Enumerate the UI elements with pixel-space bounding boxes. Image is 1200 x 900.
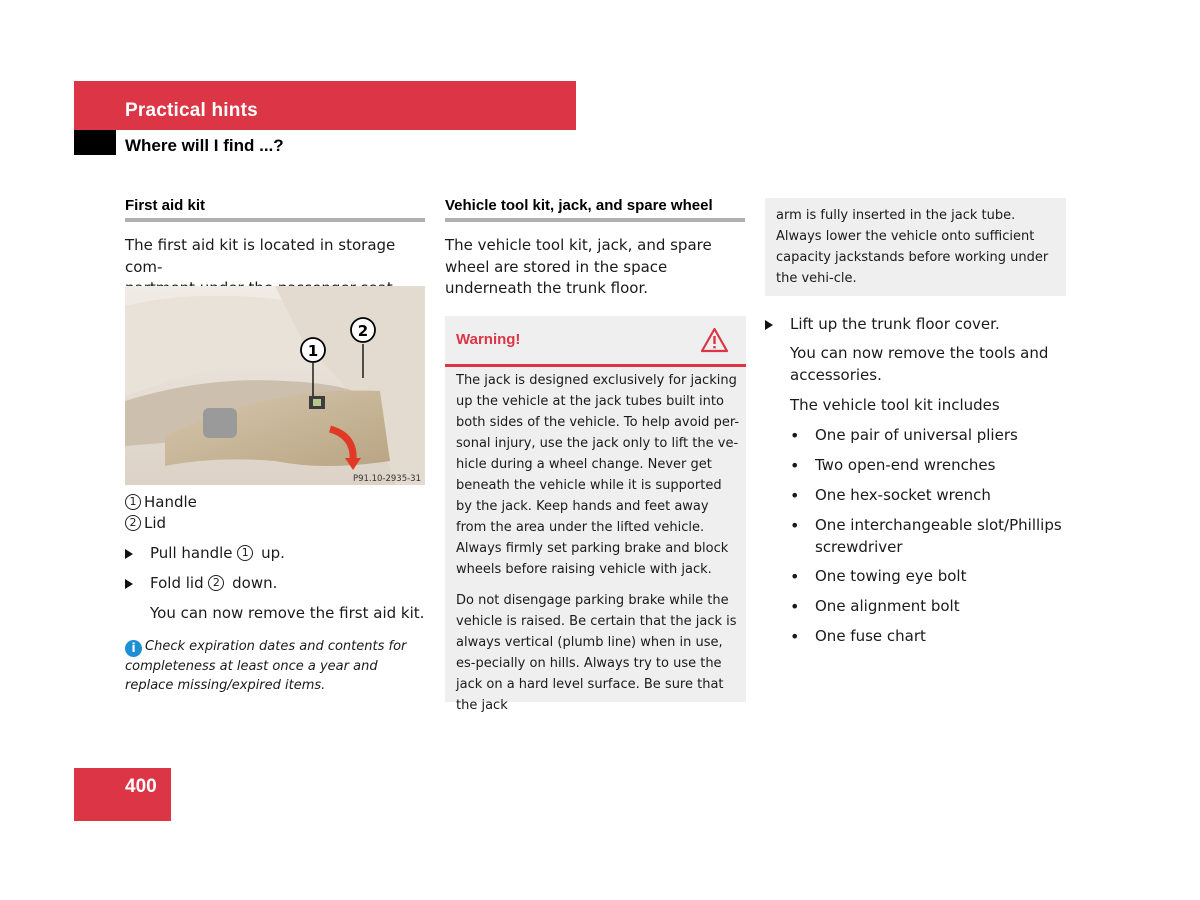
warning-triangle-icon bbox=[700, 327, 729, 353]
bullet: • bbox=[790, 426, 800, 445]
warning-title: Warning! bbox=[456, 331, 521, 348]
warning-continued-text: arm is fully inserted in the jack tube. Always lower the vehicle onto sufficient capacity jackstands before working under the vehi-cle. bbox=[776, 208, 1049, 286]
step-pull-handle bbox=[125, 543, 285, 565]
bullet: • bbox=[790, 597, 800, 616]
callout-2-number: 2 bbox=[357, 322, 369, 340]
warning-text-2: Do not disengage parking brake while the vehicle is raised. Be certain that the jack is always vertical (plumb line) when in use, es-pecially on hills. Always try to use the jack on a hard level surface. Be sure that the jack bbox=[456, 593, 737, 713]
list-item-text: One pair of universal pliers bbox=[815, 426, 1018, 444]
step-fold-lid bbox=[125, 573, 277, 595]
step-text: up. bbox=[261, 544, 285, 562]
info-icon: i bbox=[125, 640, 142, 657]
legend-label: Handle bbox=[144, 493, 197, 511]
bullet: • bbox=[790, 567, 800, 586]
header-marker bbox=[74, 130, 116, 155]
step-text: Fold lid bbox=[150, 574, 204, 592]
tool-kit-intro: The vehicle tool kit, jack, and spare wheel are stored in the space underneath the trunk floor. bbox=[445, 236, 712, 297]
first-aid-result: You can now remove the first aid kit. bbox=[150, 604, 425, 622]
legend-item-lid bbox=[125, 513, 166, 535]
step-number: 2 bbox=[208, 575, 224, 591]
page-number: 400 bbox=[125, 776, 157, 797]
bullet: • bbox=[790, 516, 800, 535]
warning-text-1: The jack is designed exclusively for jacking up the vehicle at the jack tubes built into both sides of the vehicle. To help avoid per-sonal injury, use the jack only to lift the ve-hicle during a wheel change. Never get beneath the vehicle while it is supported by the jack. Keep hands and feet away from the area under the lifted vehicle. Always firmly set parking brake and block wheels before raising vehicle with jack. bbox=[456, 373, 740, 577]
list-item bbox=[790, 485, 991, 507]
list-item-text: One hex-socket wrench bbox=[815, 486, 991, 504]
info-note bbox=[125, 637, 425, 695]
list-item-text: One alignment bolt bbox=[815, 597, 960, 615]
step-arrow-icon bbox=[765, 320, 773, 330]
first-aid-intro: The first aid kit is located in storage com- bbox=[125, 236, 396, 276]
step-number: 1 bbox=[237, 545, 253, 561]
list-item-text: Two open-end wrenches bbox=[815, 456, 996, 474]
callout-1-number: 1 bbox=[307, 342, 319, 360]
first-aid-rule bbox=[125, 218, 425, 222]
tool-kit-heading: Vehicle tool kit, jack, and spare wheel bbox=[445, 197, 713, 214]
page-subtitle: Where will I find ...? bbox=[125, 136, 284, 155]
seat-illustration bbox=[125, 286, 425, 485]
step-arrow-icon bbox=[125, 549, 133, 559]
step-lift-cover bbox=[765, 314, 1000, 336]
tool-kit-rule bbox=[445, 218, 745, 222]
tool-kit-includes: The vehicle tool kit includes bbox=[790, 396, 1000, 414]
legend-number: 2 bbox=[125, 515, 141, 531]
bullet: • bbox=[790, 627, 800, 646]
step-text: Pull handle bbox=[150, 544, 233, 562]
bullet: • bbox=[790, 456, 800, 475]
list-item-text: One towing eye bolt bbox=[815, 567, 967, 585]
step-text: down. bbox=[232, 574, 278, 592]
section-title: Practical hints bbox=[125, 100, 258, 121]
step-arrow-icon bbox=[125, 579, 133, 589]
bullet: • bbox=[790, 486, 800, 505]
step-text: Lift up the trunk floor cover. bbox=[790, 315, 1000, 333]
info-note-text: Check expiration dates and contents for completeness at least once a year and replace missing/expired items. bbox=[125, 639, 407, 693]
warning-divider bbox=[445, 364, 746, 367]
list-item bbox=[790, 626, 926, 648]
seat-photo bbox=[125, 286, 425, 485]
list-item-text: One fuse chart bbox=[815, 627, 926, 645]
list-item bbox=[790, 596, 960, 618]
list-item bbox=[790, 455, 995, 477]
first-aid-heading: First aid kit bbox=[125, 197, 206, 214]
tool-kit-result: You can now remove the tools and accessories. bbox=[790, 344, 1049, 384]
legend-number: 1 bbox=[125, 494, 141, 510]
list-item bbox=[790, 566, 966, 588]
photo-code: P91.10-2935-31 bbox=[352, 474, 421, 484]
list-item-text: One interchangeable slot/Phillips screwdriver bbox=[815, 516, 1062, 556]
legend-item-handle bbox=[125, 492, 197, 514]
list-item bbox=[790, 425, 1018, 447]
list-item bbox=[790, 515, 1070, 558]
seat-switch-panel bbox=[203, 408, 237, 438]
legend-label: Lid bbox=[144, 514, 167, 532]
